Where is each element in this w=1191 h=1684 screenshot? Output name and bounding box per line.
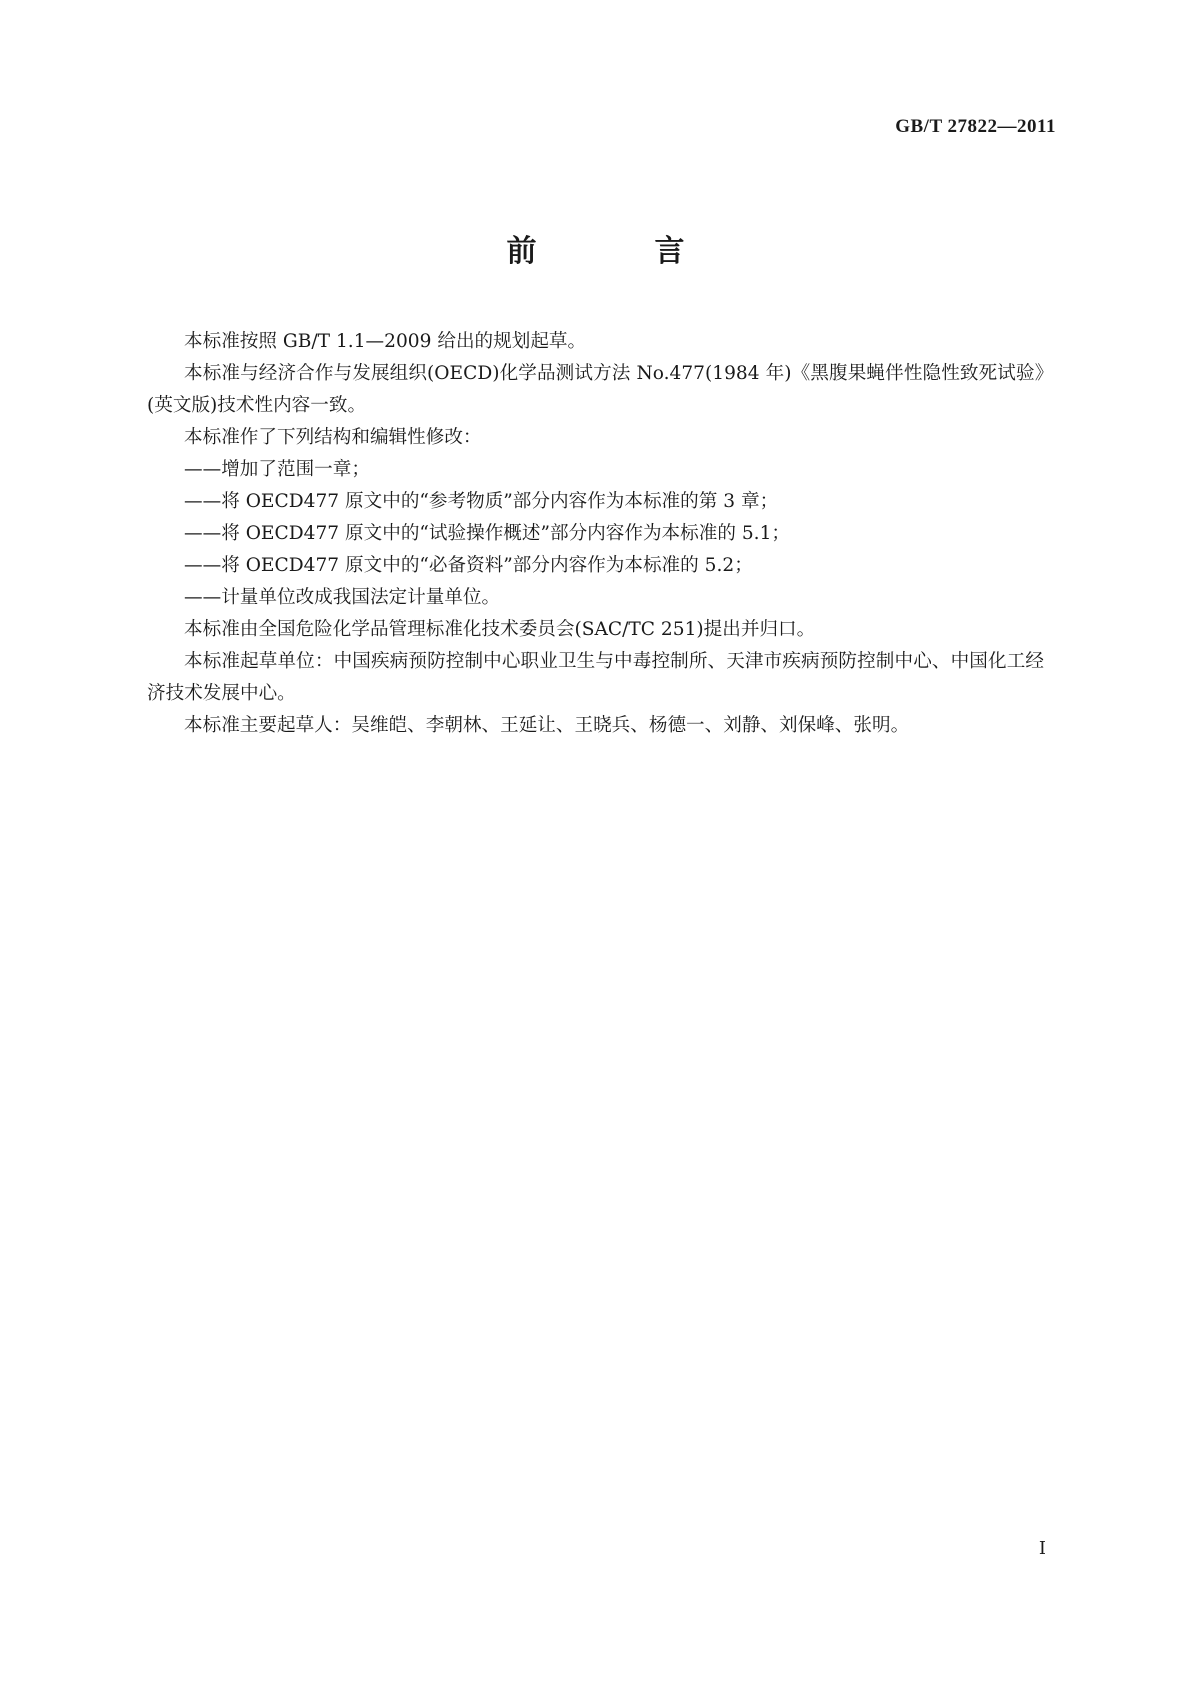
modification-item: ——将 OECD477 原文中的“参考物质”部分内容作为本标准的第 3 章；: [184, 491, 779, 512]
paragraph-oecd-consistency: 本标准与经济合作与发展组织(OECD)化学品测试方法 No.477(1984 年)《黑腹果蝇伴性隐性致死试验》(英文版)技术性内容一致。: [147, 363, 1044, 416]
page-title: 前 言: [506, 234, 729, 269]
modification-item: ——增加了范围一章；: [184, 459, 370, 480]
paragraph-drafting-units: 本标准起草单位：中国疾病预防控制中心职业卫生与中毒控制所、天津市疾病预防控制中心、中国化工经济技术发展中心。: [147, 651, 1044, 704]
paragraph-proposer: 本标准由全国危险化学品管理标准化技术委员会(SAC/TC 251)提出并归口。: [184, 619, 816, 640]
foreword-body: [147, 326, 1044, 742]
standard-code: GB/T 27822—2011: [895, 116, 1056, 137]
modification-item: ——计量单位改成我国法定计量单位。: [184, 587, 501, 608]
modification-item: ——将 OECD477 原文中的“试验操作概述”部分内容作为本标准的 5.1；: [184, 523, 791, 544]
modification-item: ——将 OECD477 原文中的“必备资料”部分内容作为本标准的 5.2；: [184, 555, 753, 576]
paragraph-drafting-rules: 本标准按照 GB/T 1.1—2009 给出的规划起草。: [184, 331, 587, 352]
page-number: Ⅰ: [1038, 1538, 1046, 1558]
paragraph-drafters: 本标准主要起草人：吴维皑、李朝林、王延让、王晓兵、杨德一、刘静、刘保峰、张明。: [184, 715, 910, 736]
paragraph-modifications-intro: 本标准作了下列结构和编辑性修改：: [184, 427, 482, 448]
